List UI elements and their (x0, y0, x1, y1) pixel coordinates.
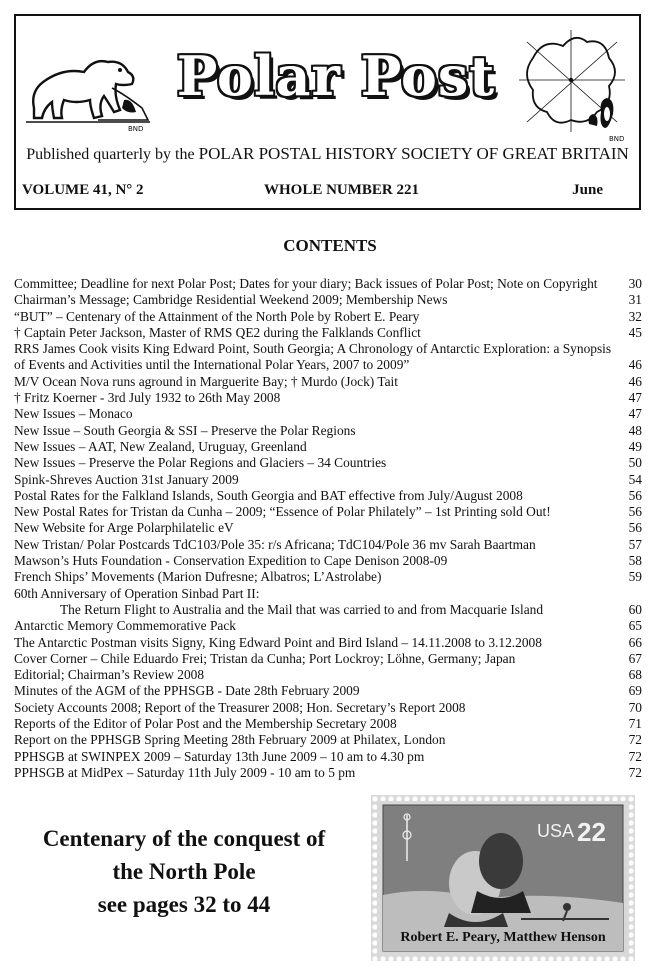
contents-title: Antarctic Memory Commemorative Pack (14, 618, 236, 634)
table-of-contents (14, 276, 642, 781)
contents-title: PPHSGB at MidPex – Saturday 11th July 2009 - 10 am to 5 pm (14, 764, 356, 780)
contents-title: New Issues – AAT, New Zealand, Uruguay, Greenland (14, 438, 307, 454)
contents-page-number: 68 (628, 667, 642, 683)
contents-row (14, 488, 642, 504)
contents-row (14, 716, 642, 732)
contents-title: Minutes of the AGM of the PPHSGB - Date 28th February 2009 (14, 683, 360, 699)
contents-row (14, 472, 642, 488)
contents-page-number: 47 (628, 406, 642, 422)
contents-page-number: 32 (628, 308, 642, 324)
contents-row (14, 635, 642, 651)
contents-page-number: 58 (628, 553, 642, 569)
contents-title: Mawson’s Huts Foundation - Conservation Expedition to Cape Denison 2008-09 (14, 553, 448, 569)
contents-page-number: 69 (628, 683, 642, 699)
contents-title: French Ships’ Movements (Marion Dufresne; Albatros; L’Astrolabe) (14, 569, 382, 585)
contents-page-number: 47 (628, 390, 642, 406)
contents-page-number: 57 (628, 536, 642, 552)
promo-line-1: Centenary of the conquest of (42, 826, 326, 851)
contents-row (14, 292, 642, 308)
contents-heading: CONTENTS (283, 236, 377, 255)
contents-row (14, 683, 642, 699)
contents-page-number: 31 (628, 292, 642, 308)
contents-title: New Website for Arge Polarphilatelic eV (14, 520, 234, 536)
contents-title: † Captain Peter Jackson, Master of RMS QE2 during the Falklands Conflict (14, 324, 421, 340)
contents-title: Postal Rates for the Falkland Islands, South Georgia and BAT effective from July/August 2008 (14, 487, 523, 503)
journal-title: Polar Post (176, 44, 496, 108)
contents-title: New Issue – South Georgia & SSI – Preserve the Polar Regions (14, 422, 356, 438)
stamp-value: 22 (577, 817, 606, 847)
contents-row (14, 390, 642, 406)
contents-title: 60th Anniversary of Operation Sinbad Part II: (14, 585, 260, 601)
peary-henson-stamp (371, 795, 635, 961)
stamp-country: USA (537, 821, 575, 841)
contents-page-number: 56 (628, 487, 642, 503)
contents-page-number: 72 (628, 764, 642, 780)
contents-title: RRS James Cook visits King Edward Point, South Georgia; A Chronology of Antarctic Exploration: a Synopsis of Events and Activities until the International Polar Years, 2007 to 2009” (14, 341, 612, 373)
contents-title: Chairman’s Message; Cambridge Residential Weekend 2009; Membership News (14, 292, 448, 308)
contents-page-number: 59 (628, 569, 642, 585)
contents-title: Cover Corner – Chile Eduardo Frei; Tristan da Cunha; Port Lockroy; Löhne, Germany; Japan (14, 650, 516, 666)
contents-title: Editorial; Chairman’s Review 2008 (14, 667, 205, 683)
masthead (14, 14, 641, 210)
contents-row (14, 586, 642, 602)
contents-title: Society Accounts 2008; Report of the Treasurer 2008; Hon. Secretary’s Report 2008 (14, 699, 466, 715)
promo-line-3: see pages 32 to 44 (97, 892, 271, 917)
contents-row (14, 749, 642, 765)
contents-title: The Return Flight to Australia and the Mail that was carried to and from Macquarie Island (60, 601, 544, 617)
contents-title: M/V Ocean Nova runs aground in Marguerite Bay; † Murdo (Jock) Tait (14, 373, 398, 389)
contents-title: † Fritz Koerner - 3rd July 1932 to 26th May 2008 (14, 390, 281, 406)
contents-row (14, 667, 642, 683)
contents-row (14, 325, 642, 341)
contents-page-number: 70 (628, 699, 642, 715)
contents-row (14, 537, 642, 553)
society-name: POLAR POSTAL HISTORY SOCIETY OF GREAT BRITAIN (198, 144, 629, 163)
contents-page-number: 60 (628, 601, 642, 617)
contents-title: New Issues – Preserve the Polar Regions and Glaciers – 34 Countries (14, 455, 387, 471)
contents-title: Spink-Shreves Auction 31st January 2009 (14, 471, 239, 487)
promo-line-2: the North Pole (112, 859, 256, 884)
contents-page-number: 45 (628, 324, 642, 340)
contents-row (14, 700, 642, 716)
contents-row (14, 309, 642, 325)
whole-number: WHOLE NUMBER 221 (264, 182, 420, 198)
contents-title: Committee; Deadline for next Polar Post; Dates for your diary; Back issues of Polar Post; Note on Copyright (14, 276, 598, 291)
contents-row (14, 341, 642, 374)
contents-title: Report on the PPHSGB Spring Meeting 28th February 2009 at Philatex, London (14, 732, 446, 748)
stamp-caption: Robert E. Peary, Matthew Henson (400, 930, 606, 945)
contents-page-number: 30 (628, 276, 642, 291)
contents-row (14, 569, 642, 585)
contents-page-number: 50 (628, 455, 642, 471)
contents-row (14, 423, 642, 439)
contents-page-number: 46 (628, 357, 642, 373)
contents-title: “BUT” – Centenary of the Attainment of the North Pole by Robert E. Peary (14, 308, 420, 324)
contents-page-number: 72 (628, 748, 642, 764)
contents-row (14, 732, 642, 748)
contents-title: New Postal Rates for Tristan da Cunha – 2009; “Essence of Polar Philately” – 1st Printing sold Out! (14, 504, 551, 520)
contents-row (14, 651, 642, 667)
contents-row (14, 374, 642, 390)
published-prefix: Published quarterly by the (26, 146, 195, 163)
contents-page-number: 66 (628, 634, 642, 650)
contents-page-number: 65 (628, 618, 642, 634)
contents-title: The Antarctic Postman visits Signy, King Edward Point and Bird Island – 14.11.2008 to 3.12.2008 (14, 634, 542, 650)
contents-row (14, 455, 642, 471)
contents-row (14, 276, 642, 292)
contents-row (14, 439, 642, 455)
contents-row (14, 406, 642, 422)
contents-title: New Tristan/ Polar Postcards TdC103/Pole 35: r/s Africana; TdC104/Pole 36 mv Sarah Baartman (14, 536, 536, 552)
contents-row (14, 504, 642, 520)
contents-page-number: 56 (628, 520, 642, 536)
publication-line (16, 144, 639, 164)
contents-page-number: 67 (628, 650, 642, 666)
contents-row (14, 553, 642, 569)
issue-month: June (572, 182, 603, 198)
antarctica-map-icon (513, 28, 631, 146)
contents-page-number: 49 (628, 438, 642, 454)
contents-page-number: 48 (628, 422, 642, 438)
contents-page-number: 56 (628, 504, 642, 520)
volume-number: VOLUME 41, N° 2 (22, 182, 144, 198)
contents-page-number: 46 (628, 373, 642, 389)
contents-title: New Issues – Monaco (14, 406, 133, 422)
contents-row (14, 765, 642, 781)
contents-page-number: 54 (628, 471, 642, 487)
contents-page-number: 71 (628, 716, 642, 732)
contents-title: Reports of the Editor of Polar Post and the Membership Secretary 2008 (14, 716, 397, 732)
contents-row (14, 618, 642, 634)
promo-text (14, 822, 354, 921)
polar-bear-icon (24, 38, 152, 134)
contents-row (14, 602, 642, 618)
contents-title: PPHSGB at SWINPEX 2009 – Saturday 13th June 2009 – 10 am to 4.30 pm (14, 748, 425, 764)
artist-initials-right: BND (609, 135, 625, 143)
contents-page-number: 72 (628, 732, 642, 748)
artist-initials-left: BND (128, 125, 144, 133)
contents-row (14, 520, 642, 536)
